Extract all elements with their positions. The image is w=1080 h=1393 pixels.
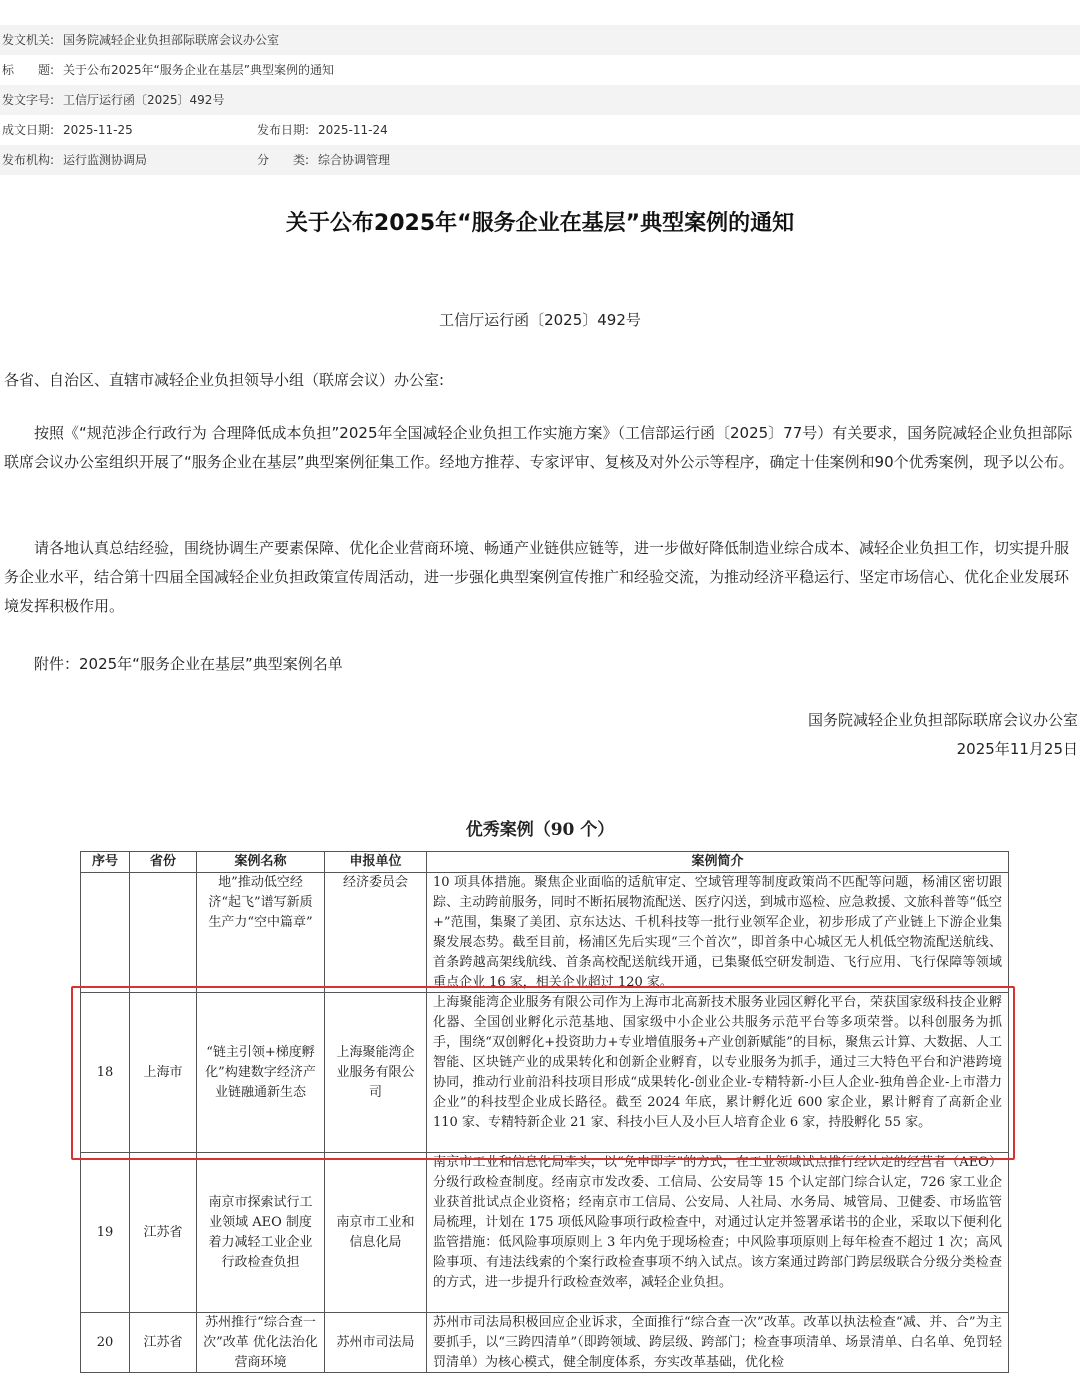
document-number: 工信厅运行函〔2025〕492号 [439,311,641,329]
docno-value: 工信厅运行函〔2025〕492号 [63,93,225,107]
cell-intro: 苏州市司法局积极回应企业诉求，全面推行“综合查一次”改革。改革以执法检查“减、并、合”为主要抓手，以“三跨四清单”（即跨领域、跨层级、跨部门；检查事项清单、场景清单、白名单、免罚轻罚清单）为核心模式，健全制度体系，夯实改革基础，优化检 [433,1315,1002,1370]
table-row [81,993,1009,1153]
paragraph-1: 按照《“规范涉企行政行为 合理降低成本负担”2025年全国减轻企业负担工作实施方案》（工信部运行函〔2025〕77号）有关要求，国务院减轻企业负担部际联席会议办公室组织开展了“服务企业在基层”典型案例征集工作。经地方推荐、专家评审、复核及对外公示等程序，确定十佳案例和90个优秀案例，现予以公布。 [4,424,1074,471]
table-header-row [81,852,1009,873]
table-title: 优秀案例（90 个） [465,820,615,840]
meta-row-issuer [0,25,1080,55]
cell-name: 南京市探索试行工业领域 AEO 制度 着力减轻工业企业行政检查负担 [197,1153,325,1313]
cell-province [130,873,197,993]
title-label: 标 题: [2,63,55,77]
header-unit: 申报单位 [325,852,427,873]
document-title: 关于公布2025年“服务企业在基层”典型案例的通知 [285,211,795,236]
cell-unit: 上海聚能湾企业服务有限公司 [325,993,427,1153]
meta-row-dates [0,115,1080,145]
signature-date: 2025年11月25日 [956,740,1078,758]
cell-intro: 上海聚能湾企业服务有限公司作为上海市北高新技术服务业园区孵化平台，荣获国家级科技企业孵化器、全国创业孵化示范基地、国家级中小企业公共服务示范平台等多项荣誉。以科创服务为抓手，围绕“双创孵化+投资助力+专业增值服务+产业创新赋能”的目标，聚焦云计算、大数据、人工智能、区块链产业的成果转化和创新企业孵育，以专业服务为抓手，通过三大特色平台和沪港跨境协同，推动行业前沿科技项目形成“成果转化-创业企业-专精特新-小巨人企业-独角兽企业-上市潜力企业”的科技型企业成长路径。截至 2024 年底，累计孵化近 600 家企业，累计孵育了高新企业 110 家、专精特新企业 21 家、科技小巨人及小巨人培育企业 6 家，持股孵化 55 家。 [433,995,1002,1130]
cell-unit: 苏州市司法局 [325,1313,427,1373]
attachment-line: 附件：2025年“服务企业在基层”典型案例名单 [34,655,343,673]
category-label: 分 类: [257,153,310,167]
header-intro: 案例简介 [427,852,1009,873]
cell-unit: 南京市工业和信息化局 [325,1153,427,1313]
category-value: 综合协调管理 [318,153,391,167]
salutation: 各省、自治区、直辖市减轻企业负担领导小组（联席会议）办公室: [4,371,445,389]
table-row [81,1313,1009,1373]
issuer-label: 发文机关: [2,33,55,47]
cell-province: 江苏省 [130,1153,197,1313]
meta-row-docno [0,85,1080,115]
cell-no [81,873,130,993]
docno-label: 发文字号: [2,93,55,107]
cell-name: 地”推动低空经济“起飞”谱写新质生产力“空中篇章” [208,875,313,930]
meta-row-title [0,55,1080,85]
table-row [81,873,1009,993]
published-value: 2025-11-24 [318,123,388,137]
org-value: 运行监测协调局 [63,153,148,167]
cell-name: “链主引领+梯度孵化”构建数字经济产业链融通新生态 [197,993,325,1153]
cell-name: 苏州推行“综合查一次”改革 优化法治化营商环境 [203,1315,318,1370]
created-label: 成文日期: [2,123,55,137]
cell-intro: 南京市工业和信息化局牵头，以“免申即享”的方式，在工业领域试点推行经认定的经营者（AEO）分级行政检查制度。经南京市发改委、工信局、公安局等 15 个认定部门综合认定，726 家工业企业获首批试点企业资格；经南京市工信局、公安局、人社局、水务局、城管局、卫健委、市场监管局梳理，计划在 175 项低风险事项行政检查中，对通过认定并签署承诺书的企业，采取以下便利化监管措施：低风险事项原则上 3 年内免于现场检查；中风险事项原则上每年检查不超过 1 次；高风险事项、有违法线索的个案行政检查事项不纳入试点。该方案通过跨部门跨层级联合分级分类检查的方式，进一步提升行政检查效率，减轻企业负担。 [433,1155,1002,1290]
cell-no: 20 [81,1313,130,1373]
meta-row-org [0,145,1080,175]
paragraph-2: 请各地认真总结经验，围绕协调生产要素保障、优化企业营商环境、畅通产业链供应链等，进一步做好降低制造业综合成本、减轻企业负担工作，切实提升服务企业水平，结合第十四届全国减轻企业负担政策宣传周活动，进一步强化典型案例宣传推广和经验交流，为推动经济平稳运行、坚定市场信心、优化企业发展环境发挥积极作用。 [4,539,1070,615]
cell-province: 江苏省 [130,1313,197,1373]
cell-province: 上海市 [130,993,197,1153]
signature: 国务院减轻企业负担部际联席会议办公室 [807,711,1078,729]
cell-intro: 10 项具体措施。聚焦企业面临的适航审定、空域管理等制度政策尚不匹配等问题，杨浦区密切跟踪、主动跨前服务，同时不断拓展物流配送、医疗闪送，到城市巡检、应急救援、文旅科普等“低空+”范围，集聚了美团、京东达达、千机科技等一批行业领军企业，初步形成了产业链上下游企业集聚发展态势。截至目前，杨浦区先后实现“三个首次”，即首条中心城区无人机低空物流配送航线、首条跨越高架线航线、首条高校配送航线开通，已集聚低空研发制造、飞行应用、飞行保障等领域重点企业 16 家，相关企业超过 120 家。 [433,875,1002,990]
cell-unit: 经济委员会 [342,875,408,890]
header-no: 序号 [81,852,130,873]
cell-no: 18 [81,993,130,1153]
org-label: 发布机构: [2,153,55,167]
created-value: 2025-11-25 [63,123,133,137]
cases-table [80,851,1009,1373]
header-name: 案例名称 [197,852,325,873]
published-label: 发布日期: [257,123,310,137]
table-row [81,1153,1009,1313]
title-value: 关于公布2025年“服务企业在基层”典型案例的通知 [63,63,334,77]
header-province: 省份 [130,852,197,873]
issuer-value: 国务院减轻企业负担部际联席会议办公室 [63,33,280,47]
cell-no: 19 [81,1153,130,1313]
